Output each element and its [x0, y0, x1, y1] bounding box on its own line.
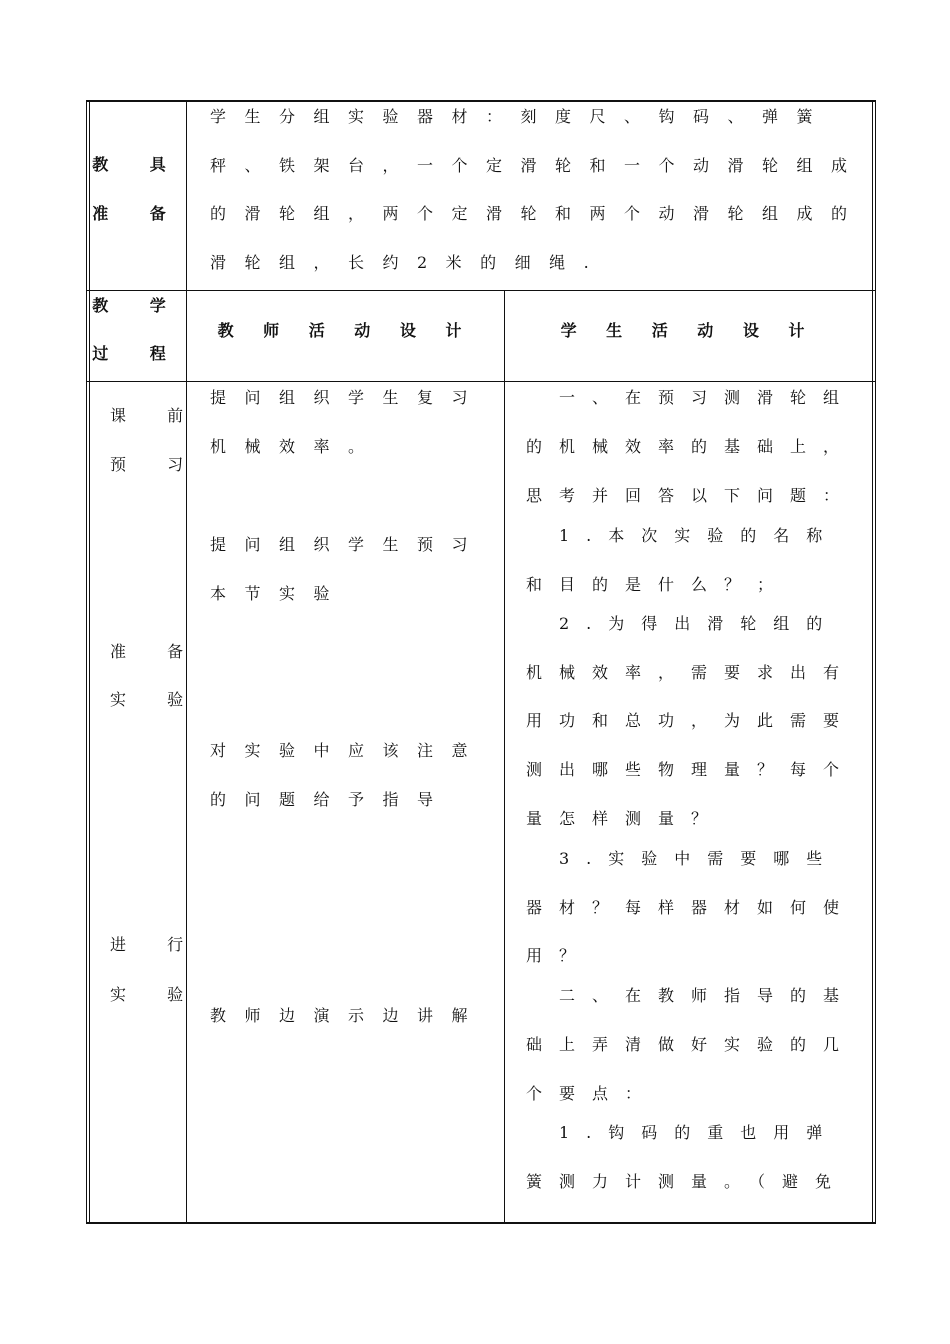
process-label-line2: 过 程: [92, 344, 184, 363]
student-text-line: 的机械效率的基础上，: [526, 437, 857, 456]
student-text-line: 量怎样测量？: [526, 809, 725, 828]
process-label-line1: 教 学: [92, 296, 184, 315]
stage-label: 实 验: [110, 985, 202, 1004]
student-activity-title: 学 生 活 动 设 计: [560, 321, 817, 340]
prep-text-line: 的滑轮组，两个定滑轮和两个动滑轮组成的: [210, 204, 866, 223]
process-label: [90, 296, 186, 316]
student-text-line: 础上弄清做好实验的几: [526, 1035, 857, 1054]
teacher-text-line: 教师边演示边讲解: [210, 1006, 487, 1025]
table-border-left-outer: [86, 100, 87, 1224]
teacher-activity-title: 教 师 活 动 设 计: [217, 321, 474, 340]
process-label-2: [90, 344, 186, 364]
column-divider-label: [186, 100, 187, 1224]
student-text-line: 个要点：: [526, 1084, 659, 1103]
stage-label: 课 前: [110, 406, 202, 425]
student-text-line: 测出哪些物理量？每个: [526, 760, 857, 779]
table-border-top: [86, 100, 876, 102]
prep-text-line: 学生分组实验器材：刻度尺、钩码、弹簧: [210, 107, 832, 126]
student-text-line: 机械效率，需要求出有: [526, 663, 857, 682]
student-text-line: 器材？每样器材如何使: [526, 898, 857, 917]
table-border-bottom: [86, 1222, 876, 1224]
table-border-left-inner: [89, 100, 90, 1224]
teacher-text-line: 的问题给予指导: [210, 790, 452, 809]
student-text-line: 2.为得出滑轮组的: [559, 614, 840, 633]
teacher-activity-header: [187, 321, 504, 341]
prep-label-line2: 准 备: [92, 204, 184, 223]
stage-label: 准 备: [110, 642, 202, 661]
prep-text-line: 滑轮组，长约2米的细绳.: [210, 253, 608, 272]
prep-label-2: [90, 204, 186, 224]
teacher-text-line: 本节实验: [210, 584, 349, 603]
row-divider-header: [86, 381, 876, 382]
student-text-line: 用？: [526, 946, 593, 965]
teacher-text-line: 提问组织学生预习: [210, 535, 487, 554]
student-text-line: 3.实验中需要哪些: [559, 849, 840, 868]
teacher-text-line: 对实验中应该注意: [210, 741, 487, 760]
student-text-line: 二、在教师指导的基: [559, 986, 857, 1005]
student-text-line: 和目的是什么？；: [526, 575, 791, 594]
student-activity-header: [505, 321, 872, 341]
prep-label-line1: 教 具: [92, 155, 184, 174]
student-text-line: 思考并回答以下问题：: [526, 486, 857, 505]
table-border-right-inner: [872, 100, 873, 1224]
stage-label: 预 习: [110, 455, 202, 474]
prep-label: [90, 155, 186, 175]
student-text-line: 一、在预习测滑轮组: [559, 388, 857, 407]
table-border-right-outer: [875, 100, 876, 1224]
stage-label: 实 验: [110, 690, 202, 709]
row-divider-prep: [86, 290, 876, 291]
student-text-line: 1.钩码的重也用弹: [559, 1123, 840, 1142]
stage-label: 进 行: [110, 935, 202, 954]
teacher-text-line: 机械效率。: [210, 437, 383, 456]
student-text-line: 用功和总功，为此需要: [526, 711, 857, 730]
column-divider-teacher-student: [504, 290, 505, 1224]
teacher-text-line: 提问组织学生复习: [210, 388, 487, 407]
student-text-line: 1.本次实验的名称: [559, 526, 840, 545]
prep-text-line: 秤、铁架台，一个定滑轮和一个动滑轮组成: [210, 156, 866, 175]
student-text-line: 簧测力计测量。（避免: [526, 1172, 849, 1191]
